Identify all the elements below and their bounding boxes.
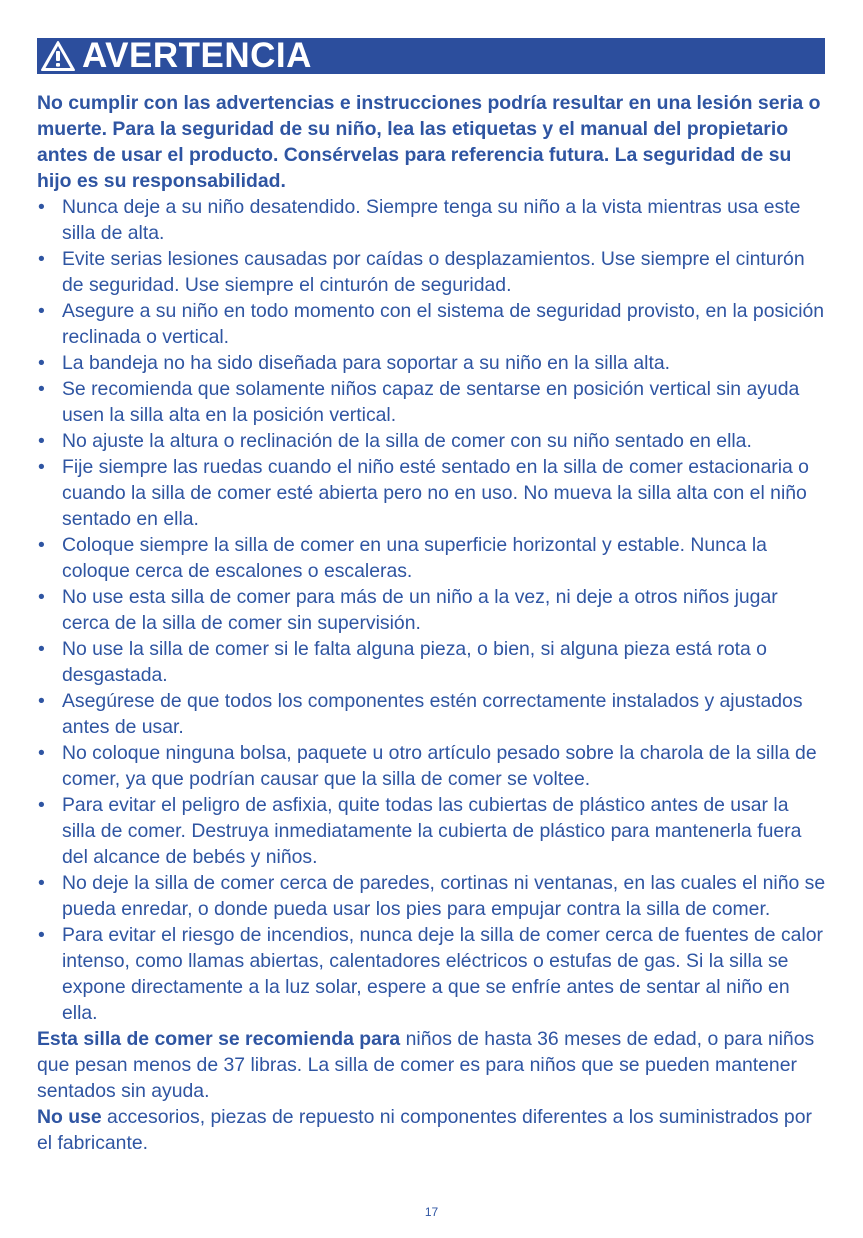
- banner-title: AVERTENCIA: [82, 36, 312, 75]
- list-item: • No deje la silla de comer cerca de paredes, cortinas ni ventanas, en las cuales el niño se pueda enredar, o donde pueda usar los pies para empujar contra la silla de comer.: [37, 870, 827, 922]
- list-item: • La bandeja no ha sido diseñada para soportar a su niño en la silla alta.: [37, 350, 827, 376]
- list-item: • Nunca deje a su niño desatendido. Siempre tenga su niño a la vista mientras usa este silla de alta.: [37, 194, 827, 246]
- warning-banner: [37, 38, 825, 74]
- recommendation-lead: Esta silla de comer se recomienda para: [37, 1028, 401, 1050]
- list-item: • Fije siempre las ruedas cuando el niño esté sentado en la silla de comer estacionaria o cuando la silla de comer esté abierta pero no en uso. No mueva la silla alta con el niño sentado en ella.: [37, 454, 827, 532]
- list-item: • Asegure a su niño en todo momento con el sistema de seguridad provisto, en la posición reclinada o vertical.: [37, 298, 827, 350]
- recommendation-paragraph: [37, 1026, 827, 1104]
- warning-list: [37, 194, 827, 1026]
- list-item: • No use la silla de comer si le falta alguna pieza, o bien, si alguna pieza está rota o desgastada.: [37, 636, 827, 688]
- list-item: • Para evitar el riesgo de incendios, nunca deje la silla de comer cerca de fuentes de calor intenso, como llamas abiertas, calentadores eléctricos o estufas de gas. Si la silla se expone directamente a la luz solar, espere a que se enfríe antes de sentar al niño en ella.: [37, 922, 827, 1026]
- list-item: • Evite serias lesiones causadas por caídas o desplazamientos. Use siempre el cinturón de seguridad. Use siempre el cinturón de seguridad.: [37, 246, 827, 298]
- list-item: • No ajuste la altura o reclinación de la silla de comer con su niño sentado en ella.: [37, 428, 827, 454]
- list-item: • Se recomienda que solamente niños capaz de sentarse en posición vertical sin ayuda usen la silla alta en la posición vertical.: [37, 376, 827, 428]
- no-use-text: accesorios, piezas de repuesto ni componentes diferentes a los suministrados por el fabricante.: [37, 1106, 812, 1154]
- warning-triangle-icon: [40, 40, 76, 72]
- list-item: • Asegúrese de que todos los componentes estén correctamente instalados y ajustados antes de usar.: [37, 688, 827, 740]
- list-item: • Para evitar el peligro de asfixia, quite todas las cubiertas de plástico antes de usar la silla de comer. Destruya inmediatamente la cubierta de plástico para mantenerla fuera del alcance de bebés y niños.: [37, 792, 827, 870]
- list-item: • No coloque ninguna bolsa, paquete u otro artículo pesado sobre la charola de la silla de comer, ya que podrían causar que la silla de comer se voltee.: [37, 740, 827, 792]
- no-use-lead: No use: [37, 1106, 102, 1128]
- warning-content: [37, 90, 827, 1156]
- list-item: • Coloque siempre la silla de comer en una superficie horizontal y estable. Nunca la coloque cerca de escalones o escaleras.: [37, 532, 827, 584]
- page-number: 17: [424, 1205, 439, 1219]
- no-use-paragraph: [37, 1104, 827, 1156]
- recommendation-text: niños de hasta 36 meses de edad, o para niños que pesan menos de 37 libras. La silla de comer es para niños que se pueden mantener sentados sin ayuda.: [37, 1028, 815, 1102]
- intro-paragraph: No cumplir con las advertencias e instrucciones podría resultar en una lesión seria o muerte. Para la seguridad de su niño, lea las etiquetas y el manual del propietario antes de usar el producto. Consérvelas para referencia futura. La seguridad de su hijo es su responsabilidad.: [37, 92, 821, 192]
- list-item: • No use esta silla de comer para más de un niño a la vez, ni deje a otros niños jugar cerca de la silla de comer sin supervisión.: [37, 584, 827, 636]
